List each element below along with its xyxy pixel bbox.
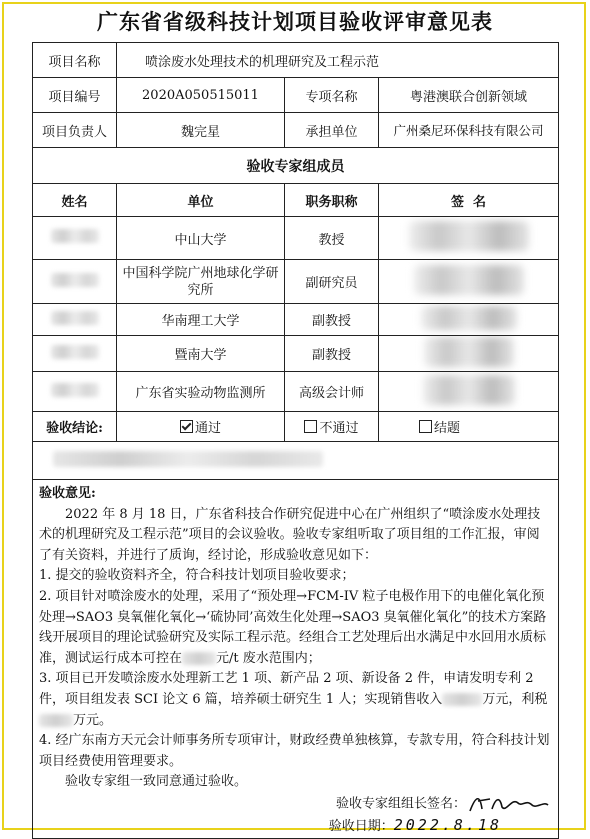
project-name-value: 喷涂废水处理技术的机理研究及工程示范 bbox=[117, 43, 559, 78]
conclusion-option-close: 结题 bbox=[379, 412, 559, 442]
redacted-note-row bbox=[33, 442, 559, 480]
conclusion-label: 验收结论: bbox=[33, 412, 117, 442]
conclusion-option-pass: 通过 bbox=[117, 412, 285, 442]
expert-name-redacted bbox=[33, 304, 117, 336]
opinion-closing: 验收专家组一致同意通过验收。 bbox=[65, 774, 248, 790]
expert-unit: 华南理工大学 bbox=[117, 304, 285, 336]
expert-unit: 中山大学 bbox=[117, 217, 285, 260]
experts-section-title: 验收专家组成员 bbox=[33, 148, 559, 184]
expert-row bbox=[33, 372, 559, 412]
expert-unit: 暨南大学 bbox=[117, 336, 285, 372]
expert-name-redacted bbox=[33, 260, 117, 304]
opinion-item-4: 4. 经广东南方天元会计师事务所专项审计，财政经费单独核算，专款专用，符合科技计划项目经费使用管理要求。 bbox=[39, 733, 550, 769]
expert-signature-redacted bbox=[379, 217, 559, 260]
header-signature: 签 名 bbox=[379, 184, 559, 217]
leader-value: 魏完星 bbox=[117, 113, 285, 148]
expert-title: 副教授 bbox=[285, 336, 379, 372]
leader-label: 项目负责人 bbox=[33, 113, 117, 148]
expert-signature-redacted bbox=[379, 304, 559, 336]
checkbox-icon bbox=[419, 420, 432, 433]
opinion-item-2: 2. 项目针对喷涂废水的处理，采用了“预处理→FCM-IV 粒子电极作用下的电催化氧化预处理→SAO3 臭氧催化氧化→‘硫协同’高效生化处理→SAO3 臭氧催化氧化”的技术方案路线开展项目的理论试验研究及实际工程示范。经组合工艺处理后出水满足中水回用水质标准，测试运行成本可控在 元/t 废水范围内； bbox=[39, 588, 547, 666]
experts-header-row bbox=[33, 184, 559, 217]
project-id-label: 项目编号 bbox=[33, 78, 117, 113]
redacted-tax bbox=[39, 714, 73, 727]
header-name: 姓名 bbox=[33, 184, 117, 217]
project-id-value: 2020A050515011 bbox=[117, 78, 285, 113]
project-leader-row bbox=[33, 113, 559, 148]
special-label: 专项名称 bbox=[285, 78, 379, 113]
review-form-table bbox=[32, 42, 559, 839]
redacted-cost bbox=[182, 652, 216, 665]
expert-title: 副研究员 bbox=[285, 260, 379, 304]
experts-title-row bbox=[33, 148, 559, 184]
expert-title: 副教授 bbox=[285, 304, 379, 336]
checkbox-icon bbox=[304, 420, 317, 433]
leader-sign-line: 验收专家组组长签名： bbox=[39, 793, 552, 815]
opinion-item-3: 3. 项目已开发喷涂废水处理新工艺 1 项、新产品 2 项、新设备 2 件，申请发明专利 2 件，项目组发表 SCI 论文 6 篇，培养硕士研究生 1 人；实现销售收入 万元，利税万元。 bbox=[39, 671, 548, 728]
project-name-row bbox=[33, 43, 559, 78]
unit-label: 承担单位 bbox=[285, 113, 379, 148]
opinion-paragraph: 2022 年 8 月 18 日，广东省科技合作研究促进中心在广州组织了“喷涂废水处理技术的机理研究及工程示范”项目的会议验收。验收专家组听取了项目组的工作汇报，审阅了有关资料，并进行了质询，经讨论，形成验收意见如下： bbox=[39, 506, 541, 563]
expert-signature-redacted bbox=[379, 372, 559, 412]
expert-signature-redacted bbox=[379, 260, 559, 304]
header-title: 职务职称 bbox=[285, 184, 379, 217]
opinion-row bbox=[33, 480, 559, 839]
form-title: 广东省省级科技计划项目验收评审意见表 bbox=[97, 10, 493, 34]
expert-name-redacted bbox=[33, 372, 117, 412]
project-name-label: 项目名称 bbox=[33, 43, 117, 78]
expert-row bbox=[33, 304, 559, 336]
opinion-item-1: 1. 提交的验收资料齐全，符合科技计划项目验收要求； bbox=[39, 568, 355, 584]
header-unit: 单位 bbox=[117, 184, 285, 217]
expert-name-redacted bbox=[33, 217, 117, 260]
handwritten-signature-icon bbox=[466, 793, 552, 815]
review-date: 2022.8.18 bbox=[393, 816, 503, 834]
expert-unit: 广东省实验动物监测所 bbox=[117, 372, 285, 412]
conclusion-option-fail: 不通过 bbox=[285, 412, 379, 442]
opinion-cell bbox=[33, 480, 559, 839]
project-id-row bbox=[33, 78, 559, 113]
opinion-label: 验收意见: bbox=[39, 486, 96, 501]
special-value: 粤港澳联合创新领域 bbox=[379, 78, 559, 113]
date-line: 验收日期：2022.8.18 bbox=[328, 816, 503, 834]
checkbox-checked-icon bbox=[180, 420, 193, 433]
expert-title: 高级会计师 bbox=[285, 372, 379, 412]
unit-value: 广州桑尼环保科技有限公司 bbox=[379, 113, 559, 148]
redacted-note bbox=[33, 442, 559, 480]
redacted-revenue bbox=[442, 693, 482, 706]
expert-signature-redacted bbox=[379, 336, 559, 372]
expert-unit: 中国科学院广州地球化学研究所 bbox=[117, 260, 285, 304]
conclusion-row bbox=[33, 412, 559, 442]
expert-row bbox=[33, 217, 559, 260]
expert-title: 教授 bbox=[285, 217, 379, 260]
expert-row bbox=[33, 336, 559, 372]
expert-name-redacted bbox=[33, 336, 117, 372]
expert-row bbox=[33, 260, 559, 304]
